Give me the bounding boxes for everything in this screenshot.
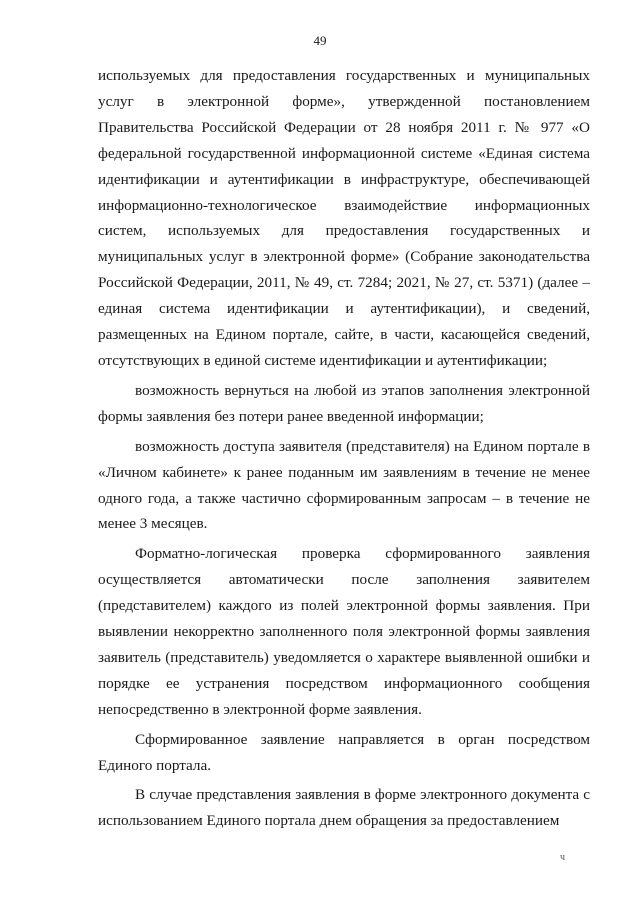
paragraph-return-option: возможность вернуться на любой из этапов заполнения электронной формы заявления без потери ранее введенной информации; — [98, 381, 590, 425]
paragraph-format-logical-check: Форматно-логическая проверка сформированного заявления осуществляется автоматически после заполнения заявителем (представителем) каждого из полей электронной формы заявления. При выявлении некорректно заполненного поля электронной формы заявления заявитель (представитель) уведомляется о характере выявленной ошибки и порядке ее устранения посредством информационного сообщения непосредственно в электронной форме заявления. — [98, 545, 590, 718]
paragraph-personal-cabinet-access: возможность доступа заявителя (представителя) на Едином портале в «Личном кабинете» к ранее поданным им заявлениям в течение не менее одного года, а также частично сформированным запросам – в течение не менее 3 месяцев. — [98, 437, 590, 533]
document-body — [98, 63, 590, 834]
paragraph-continuation: используемых для предоставления государственных и муниципальных услуг в электронной форме», утвержденной постановлением Правительства Российской Федерации от 28 ноября 2011 г. № 977 «О федеральной государственной информационной системе «Единая система идентификации и аутентификации в инфраструктуре, обеспечивающей информационно-технологическое взаимодействие информационных систем, используемых для предоставления государственных и муниципальных услуг в электронной форме» (Собрание законодательства Российской Федерации, 2011, № 49, ст. 7284; 2021, № 27, ст. 5371) (далее – единая система идентификации и аутентификации), и сведений, размещенных на Едином портале, сайте, в части, касающейся сведений, отсутствующих в единой системе идентификации и аутентификации; — [98, 67, 590, 369]
scan-mark: ч — [560, 852, 566, 863]
paragraph-application-sent: Сформированное заявление направляется в орган посредством Единого портала. — [98, 730, 590, 774]
page-number: 49 — [313, 33, 327, 48]
paragraph-electronic-submission: В случае представления заявления в форме электронного документа с использованием Единого портала днем обращения за предоставлением — [98, 786, 590, 830]
